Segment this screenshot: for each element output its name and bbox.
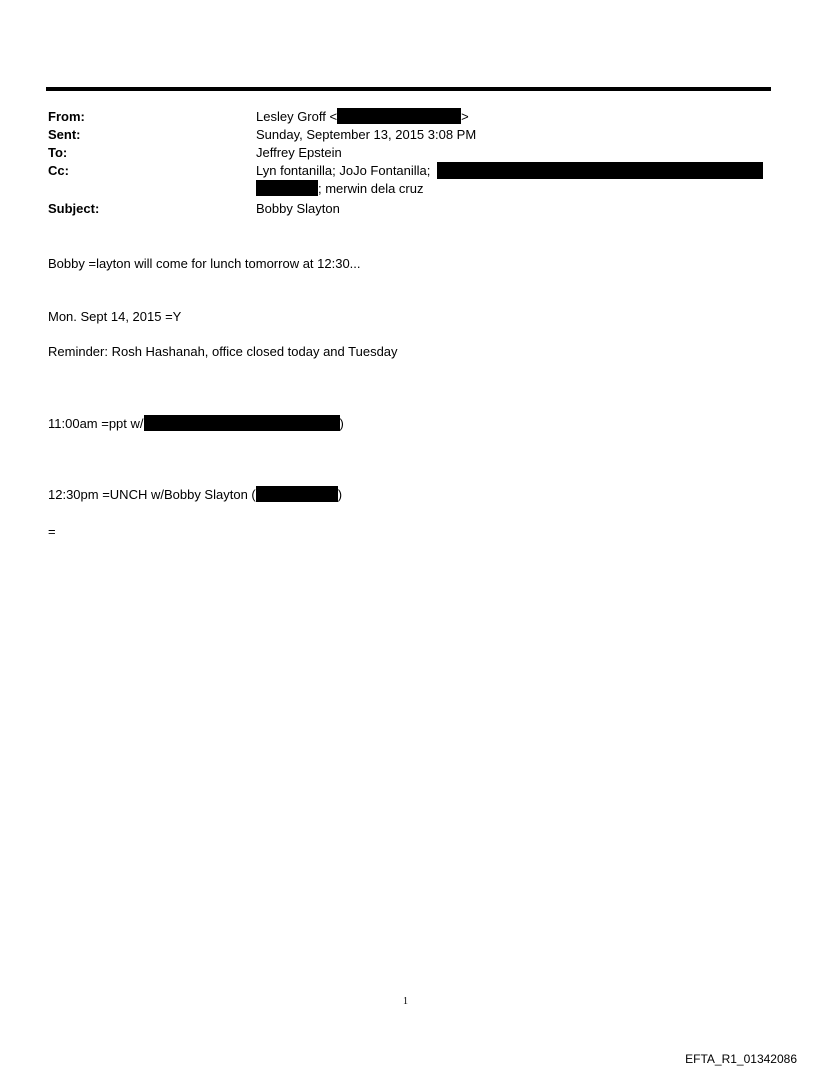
appointment-1230pm: 12:30pm =UNCH w/Bobby Slayton (: [48, 487, 256, 502]
subject-label: Subject:: [48, 201, 100, 216]
cc-names: Lyn fontanilla; JoJo Fontanilla;: [256, 163, 431, 178]
appointment-1230pm-close: ): [337, 487, 343, 502]
header-divider: [46, 87, 771, 91]
redaction-box: [256, 180, 318, 196]
to-label: To:: [48, 145, 68, 160]
body-line-1: Bobby =layton will come for lunch tomorrow at 12:30...: [48, 256, 361, 271]
body-line-2: Mon. Sept 14, 2015 =Y: [48, 309, 182, 324]
redaction-box: [144, 415, 340, 431]
body-line-6: =: [48, 524, 56, 539]
from-name: Lesley Groff <: [256, 109, 338, 124]
appointment-11am-close: ): [339, 416, 344, 431]
cc-names-cont: ; merwin dela cruz: [318, 181, 424, 196]
redaction-box: [256, 486, 338, 502]
from-label: From:: [48, 109, 85, 124]
sent-label: Sent:: [48, 127, 81, 142]
page-number: 1: [403, 996, 408, 1007]
subject-value: Bobby Slayton: [256, 201, 340, 216]
bates-number: EFTA_R1_01342086: [685, 1052, 797, 1066]
redaction-box: [337, 108, 461, 124]
cc-value-line2: [256, 180, 423, 198]
cc-label: Cc:: [48, 163, 69, 178]
redaction-box: [437, 162, 763, 179]
from-value: [256, 108, 469, 126]
from-close: >: [461, 109, 469, 124]
body-line-4: [48, 415, 344, 433]
cc-value-line1: [256, 162, 430, 180]
body-line-5: [48, 486, 342, 504]
appointment-11am: 11:00am =ppt w/: [48, 416, 144, 431]
sent-value: Sunday, September 13, 2015 3:08 PM: [256, 127, 477, 142]
to-value: Jeffrey Epstein: [256, 145, 342, 160]
body-line-3: Reminder: Rosh Hashanah, office closed today and Tuesday: [48, 344, 398, 359]
